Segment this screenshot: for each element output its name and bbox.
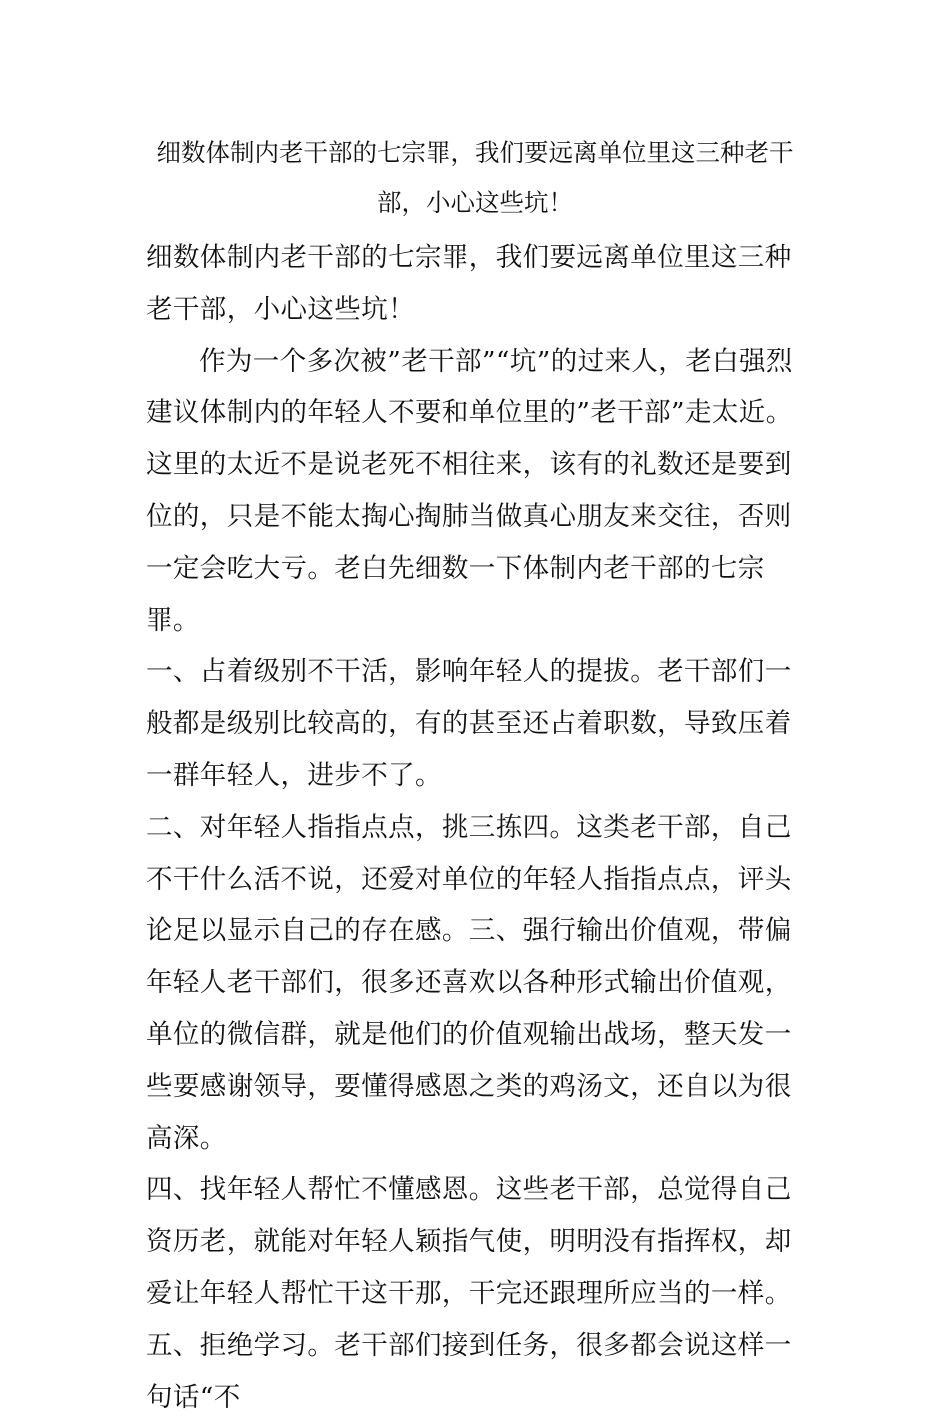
paragraph-intro: 作为一个多次被”老干部”“坑”的过来人，老白强烈建议体制内的年轻人不要和单位里的”老干部”走太近。这里的太近不是说老死不相往来，该有的礼数还是要到位的，只是不能太掏心掏肺当做真心朋友来交往，否则一定会吃大亏。老白先细数一下体制内老干部的七宗罪。 bbox=[146, 345, 793, 636]
paragraph-sin-one: 一、占着级别不干活，影响年轻人的提拔。老干部们一般都是级别比较高的，有的甚至还占着职数，导致压着一群年轻人，进步不了。 bbox=[146, 656, 792, 791]
document-title: 细数体制内老干部的七宗罪，我们要远离单位里这三种老干部，小心这些坑！ bbox=[156, 138, 794, 217]
paragraph-sin-four-five: 四、找年轻人帮忙不懂感恩。这些老干部，总觉得自己资历老，就能对年轻人颖指气使，明明没有指挥权，却爱让年轻人帮忙干这干那，干完还跟理所应当的一样。五、拒绝学习。老干部们接到任务，很多都会说这样一句话“不 bbox=[146, 1174, 792, 1413]
paragraph-sin-two-three: 二、对年轻人指指点点，挑三拣四。这类老干部，自己不干什么活不说，还爱对单位的年轻人指指点点，评头论足以显示自己的存在感。三、强行输出价值观，带偏年轻人老干部们，很多还喜欢以各种形式输出价值观，单位的微信群，就是他们的价值观输出战场，整天发一些要感谢领导，要懂得感恩之类的鸡汤文，还自以为很高深。 bbox=[146, 811, 792, 1154]
paragraph-repeated-title: 细数体制内老干部的七宗罪，我们要远离单位里这三种老干部，小心这些坑！ bbox=[146, 242, 792, 325]
document-body bbox=[146, 232, 812, 1423]
